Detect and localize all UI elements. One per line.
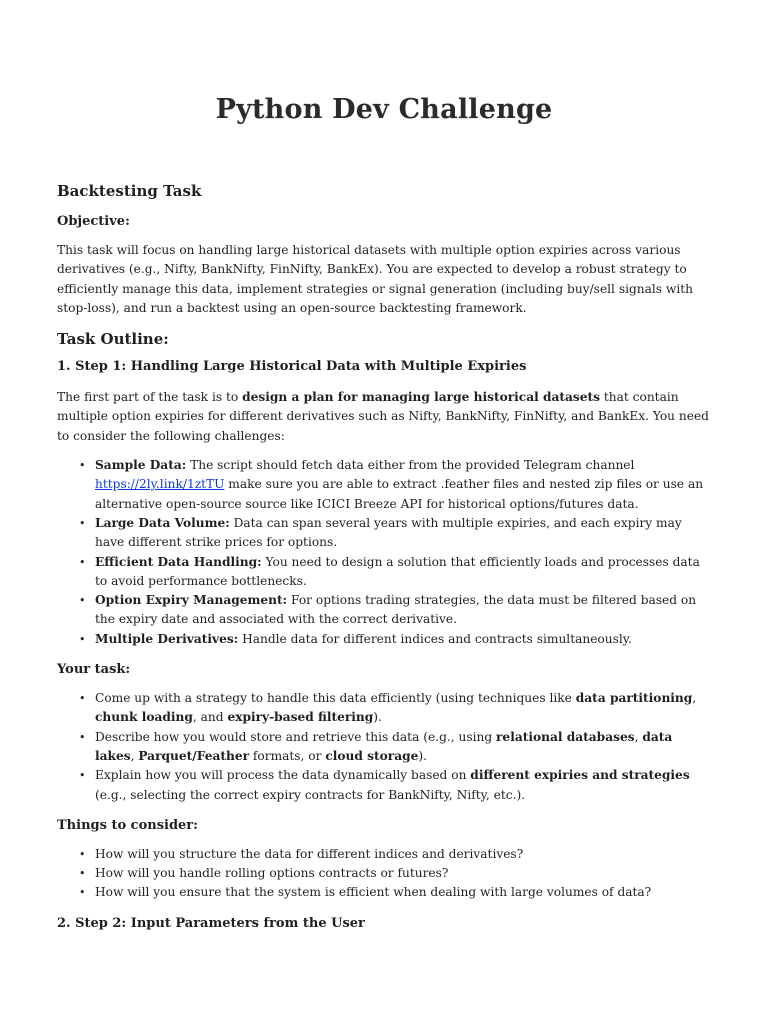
- bullet-icon: •: [79, 769, 86, 783]
- things-label: Things to consider:: [57, 817, 198, 833]
- task-bold: relational databases: [496, 729, 635, 744]
- list-item: [79, 845, 711, 864]
- objective-label: Objective:: [57, 214, 130, 229]
- list-item: [79, 864, 711, 883]
- task-text: (e.g., selecting the correct expiry contracts for BankNifty, Nifty, etc.).: [95, 787, 526, 802]
- task-bold: chunk loading: [95, 710, 193, 725]
- objective-text: This task will focus on handling large historical datasets with multiple option expiries across various derivatives (e.g., Nifty, BankNifty, FinNifty, BankEx). You are expected to develop a robust strategy to efficiently manage this data, implement strategies or signal generation (including buy/sell signals with stop-loss), and run a backtest using an open-source backtesting framework.: [57, 243, 693, 315]
- things-text: How will you handle rolling options contracts or futures?: [95, 866, 449, 881]
- list-item: [79, 456, 711, 514]
- list-item: [79, 689, 711, 728]
- challenge-text: Handle data for different indices and contracts simultaneously.: [238, 631, 632, 646]
- challenge-text: Data can span several years with multiple expiries, and each expiry may have different strike prices for options.: [95, 515, 682, 550]
- challenge-bold: Multiple Derivatives:: [95, 631, 239, 646]
- task-bold: data partitioning: [575, 691, 693, 706]
- bullet-icon: •: [79, 516, 86, 530]
- task-bold: different expiries and strategies: [470, 768, 690, 783]
- bullet-icon: •: [79, 867, 86, 881]
- task-text: ,: [130, 748, 139, 763]
- challenge-text: The script should fetch data either from the provided Telegram channel: [186, 458, 635, 473]
- task-text: Explain how you will process the data dynamically based on: [95, 768, 471, 783]
- bullet-icon: •: [79, 594, 86, 608]
- your-task-label: Your task:: [57, 662, 131, 678]
- task-outline-heading: Task Outline:: [57, 330, 169, 349]
- task-text: ).: [373, 710, 382, 725]
- step1-heading: 1. Step 1: Handling Large Historical Data with Multiple Expiries: [57, 359, 527, 375]
- challenge-bold: Large Data Volume:: [95, 515, 230, 530]
- task-text: , and: [192, 710, 228, 725]
- task-text: ,: [634, 729, 643, 744]
- task-text: Come up with a strategy to handle this data efficiently (using techniques like: [95, 691, 576, 706]
- bullet-icon: •: [79, 847, 86, 861]
- your-task-list: [57, 689, 711, 805]
- step1-intro: [57, 388, 711, 446]
- things-text: How will you structure the data for different indices and derivatives?: [95, 846, 524, 861]
- challenge-text: You need to design a solution that efficiently loads and processes data to avoid performance bottlenecks.: [95, 554, 700, 588]
- bullet-icon: •: [79, 692, 86, 706]
- step2-heading: 2. Step 2: Input Parameters from the User: [57, 915, 365, 931]
- task-text: Describe how you would store and retrieve this data (e.g., using: [95, 729, 497, 744]
- task-text: ,: [692, 691, 697, 706]
- task-bold: data lakes: [95, 729, 673, 763]
- step1-intro-pre: The first part of the task is to: [57, 390, 243, 405]
- challenge-bold: Efficient Data Handling:: [95, 554, 262, 569]
- list-item: [79, 514, 711, 553]
- list-item: [79, 766, 711, 805]
- document-title: Python Dev Challenge: [215, 94, 553, 125]
- challenge-text: make sure you are able to extract .feather files and nested zip files or use an alternative open-source source like ICICI Breeze API for historical options/futures data.: [95, 477, 704, 511]
- bullet-icon: •: [79, 886, 86, 900]
- bullet-icon: •: [79, 730, 86, 744]
- task-bold: Parquet/Feather: [138, 748, 250, 763]
- bullet-icon: •: [79, 632, 86, 646]
- section-heading: Backtesting Task: [57, 182, 202, 200]
- list-item: [79, 591, 711, 630]
- bullet-icon: •: [79, 555, 86, 569]
- list-item: [79, 553, 711, 592]
- challenge-text: For options trading strategies, the data must be filtered based on the expiry date and associated with the correct derivative.: [95, 593, 697, 627]
- task-bold: expiry-based filtering: [227, 710, 374, 725]
- task-text: formats, or: [249, 748, 326, 763]
- list-item: [79, 728, 711, 767]
- challenges-list: [57, 456, 711, 649]
- challenge-bold: Option Expiry Management:: [95, 593, 288, 608]
- step1-intro-bold: design a plan for managing large historical datasets: [242, 390, 601, 405]
- challenge-bold: Sample Data:: [95, 458, 187, 473]
- things-list: [57, 845, 711, 903]
- list-item: [79, 630, 711, 649]
- bullet-icon: •: [79, 459, 86, 473]
- things-text: How will you ensure that the system is efficient when dealing with large volumes of data?: [95, 885, 652, 900]
- task-bold: cloud storage: [325, 748, 419, 763]
- task-text: ).: [418, 748, 428, 763]
- telegram-link[interactable]: https://2ly.link/1ztTU: [95, 477, 225, 492]
- step1-intro-post: that contain multiple option expiries for different derivatives such as Nifty, BankNifty, FinNifty, and BankEx. You need to consider the following challenges:: [57, 390, 709, 443]
- list-item: [79, 883, 711, 902]
